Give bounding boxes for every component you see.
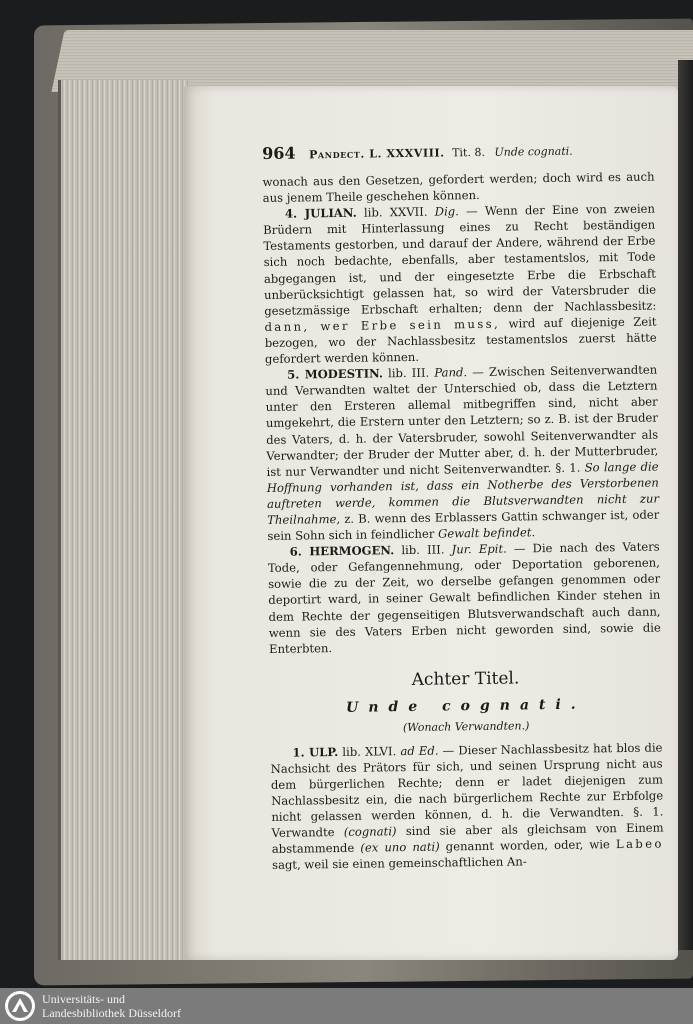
fragment-lead: 6. HERMOGEN. [289,543,395,559]
fragment-lead: 5. MODESTIN. [287,366,384,382]
paragraph-ulp [270,739,664,873]
library-name[interactable] [42,992,181,1020]
fragment-ref-italic: ad Ed. [400,743,439,758]
spaced-text: dann, wer Erbe sein muss, [264,316,501,334]
fragment-lead: 4. JULIAN. [284,205,357,221]
fragment-ref-italic: Jur. Epit. [451,541,507,557]
italic-text: (cognati) [343,824,397,840]
paragraph-continuation: wonach aus den Gesetzen, gefordert werden; doch wird es auch aus jenem Theile geschehen können. [262,169,655,206]
fragment-text: z. B. wenn des Erblassers Gattin schwanger ist, oder sein Sohn sich in feindlicher [267,507,660,544]
fragment-lead: 1. ULP. [292,744,339,760]
fragment-text: — Dieser Nachlassbesitz hat blos die Nachsicht des Prätors für sich, und seinen Ursprung nicht aus dem bürgerlichen Rechte; denn er ladet diejenigen zum Nachlassbesitz ein, die nach bürgerlichem Rechte zur Erbfolge nicht gelassen werden können, d. h. die Verwandten. §. 1. Verwandte [270,740,664,841]
fragment-text: — Zwischen Seitenverwandten und Verwandten waltet der Unterschied ob, dass die Letztern unter den Ersteren allemal mitbegriffen sind, nicht aber umgekehrt, die Erstern unter den Letztern; so z. B. ist der Bruder des Vaters, d. h. der Vatersbruder, sowohl Seitenverwandter als Verwandter; der Bruder der Mutter aber, d. h. der Mutterbruder, ist nur Verwandter und nicht Seitenverwandter. §. 1. [265,362,659,479]
section-subheading: Unde cognati. [346,696,586,716]
fragment-text: — Die nach des Vaters Tode, oder Gefangennehmung, oder Deportation geborenen, sowie die zu der Zeit, wo derselbe gefangen genommen oder deportirt ward, in seiner Gewalt befindlichen Kinder stehen in dem Rechte der gegenseitigen Blutsverwandschaft auch dann, wenn sie des Vaters Erben nicht geworden sind, sowie die Enterbten. [267,539,661,656]
spaced-text: Labeo [615,836,664,852]
page-edges [58,80,189,960]
italic-text: Gewalt befindet. [437,525,536,541]
page-number: 964 [262,143,296,163]
library-name-line2: Landesbibliothek Düsseldorf [42,1006,181,1020]
section-translation: (Wonach Verwandten.) [402,719,530,734]
running-head-italic: Unde cognati. [494,144,573,159]
paragraph-julian [263,201,657,367]
section-heading: Achter Titel. [411,668,520,690]
paragraph-hermogen [268,539,662,657]
fragment-text: genannt worden, oder, wie [445,837,610,854]
fragment-ref-italic: Pand. [434,365,468,380]
running-head-title: Pandect. L. XXXVIII. [308,146,445,162]
fragment-text: sagt, weil sie einen gemeinschaftlichen An- [271,854,527,873]
fragment-ref: lib. XXVII. [363,204,428,220]
fragment-ref: lib. XLVI. [342,743,397,759]
fragment-text: sind sie aber als gleichsam von Einem abstammende [271,820,664,857]
fragment-text: wird auf diejenige Zeit bezogen, wo der Nachlassbesitz testamentslos zuerst hätte gefordert werden können. [264,314,657,367]
paragraph-modestin [265,362,659,544]
running-head-tit: Tit. 8. [452,145,486,160]
fragment-text: — Wenn der Eine von zweien Brüdern mit Hinterlassung eines zu Recht beständigen Testaments gestorben, und darauf der Andere, während der Erbe sich noch bedachte, ebenfalls, aber testamentslos, mit Tode abgegangen ist, und der eingesetzte Erbe die Erbschaft unberücksichtigt gelassen hat, so wird der Vatersbruder die gesetzmässige Erbschaft erhalten; denn der Nachlassbesitz: [263,201,657,318]
fragment-ref: lib. III. [387,365,430,381]
library-footer [0,988,693,1024]
fragment-ref: lib. III. [401,542,445,558]
running-head [262,139,654,168]
fragment-ref-italic: Dig. [434,204,459,219]
italic-text: So lange die Hoffnung vorhanden ist, dass ein Notherbe des Verstorbenen auftreten werde, kommen die Blutsverwandten nicht zur Theilnahme, [266,459,660,527]
italic-text: (ex uno nati) [360,839,440,856]
page-text [262,139,664,874]
book-right-edge [678,60,693,950]
library-logo-icon[interactable] [4,990,36,1022]
library-name-line1: Universitäts- und [42,992,125,1006]
